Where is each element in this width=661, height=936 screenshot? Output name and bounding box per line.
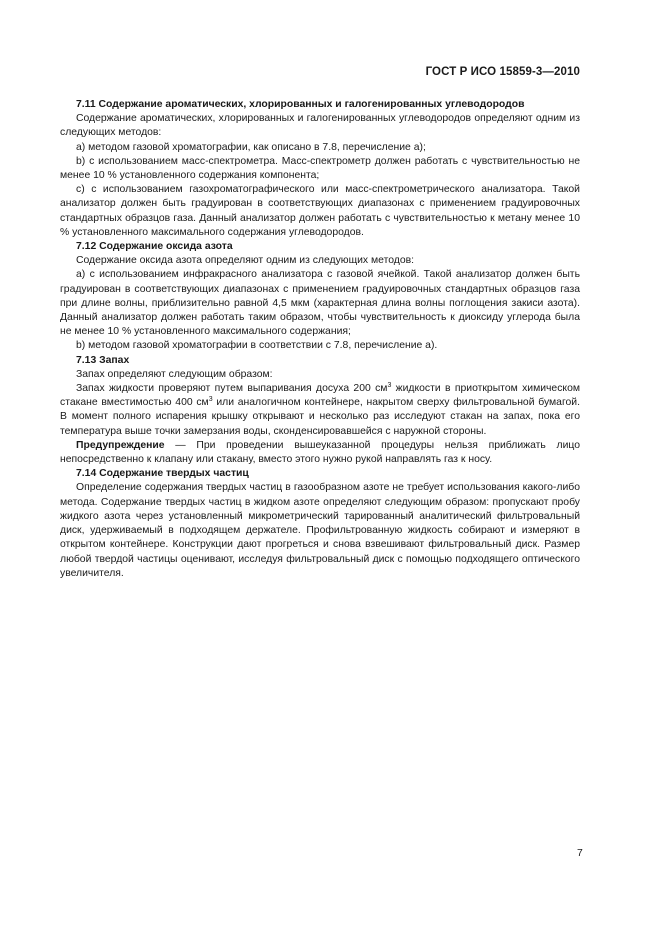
paragraph: Запах определяют следующим образом: — [76, 368, 273, 380]
section-heading-7-14: 7.14 Содержание твердых частиц — [76, 468, 249, 480]
list-item: b) методом газовой хроматографии в соответствии с 7.8, перечисление a). — [76, 340, 438, 352]
superscript: 3 — [208, 396, 213, 404]
warning-label: Предупреждение — [76, 439, 165, 451]
warning-text: — При проведении вышеуказанной процедуры нельзя приближать лицо непосредственно к клапану или стакану, вместо этого нужно рукой направлять газ к носу. — [60, 439, 580, 466]
warning-paragraph — [60, 439, 580, 467]
text-run: жидкости в приоткрытом химическом стакане вместимостью 400 см — [60, 383, 580, 409]
list-item: b) с использованием масс-спектрометра. Масс-спектрометр должен работать с чувствительностью не менее 10 % установленного содержания компонента; — [60, 155, 580, 182]
list-item: a) с использованием инфракрасного анализатора с газовой ячейкой. Такой анализатор должен быть градуирован в соответствующих диапазонах с применением градуировочных стандартных образцов газа при длине волны, приблизительно равной 4,5 мкм (характерная длина волны поглощения закиси азота). Данный анализатор должен работать таким образом, чтобы чувствительность к диоксиду углерода была не менее 10 % установленного максимального содержания; — [60, 269, 580, 338]
text-run: Запах жидкости проверяют путем выпаривания досуха 200 см — [76, 383, 388, 395]
list-item: a) методом газовой хроматографии, как описано в 7.8, перечисление a); — [76, 141, 426, 153]
page-number: 7 — [577, 848, 583, 859]
document-code: ГОСТ Р ИСО 15859-3—2010 — [425, 66, 580, 78]
paragraph: Содержание оксида азота определяют одним из следующих методов: — [76, 255, 415, 267]
document-body — [60, 98, 580, 581]
section-heading-7-13: 7.13 Запах — [76, 354, 130, 366]
odor-paragraph — [60, 382, 580, 439]
paragraph: Содержание ароматических, хлорированных и галогенированных углеводородов определяют одним из следующих методов: — [60, 113, 580, 139]
section-heading-7-12: 7.12 Содержание оксида азота — [76, 241, 233, 253]
text-run: или аналогичном контейнере, накрытом сверху фильтровальной бумагой. В момент полного испарения крышку открывают и несколько раз исследуют стакан на запах, пока его температура выше точки замерзания воды, сконденсировавшейся с наружной стороны. — [60, 397, 580, 437]
list-item: c) с использованием газохроматографического или масс-спектрометрического анализатора. Такой анализатор должен быть градуирован в соответствующих диапазонах с применением градуировочных стандартных образцов газа. Данный анализатор должен работать с чувствительностью к метану менее 10 % установленного максимального содержания углеводородов. — [60, 184, 580, 238]
section-heading-7-11: 7.11 Содержание ароматических, хлорированных и галогенированных углеводородов — [76, 99, 525, 110]
superscript: 3 — [387, 382, 392, 390]
paragraph: Определение содержания твердых частиц в газообразном азоте не требует использования какого-либо метода. Содержание твердых частиц в жидком азоте определяют следующим образом: пропускают пробу жидкого азота через установленный микрометрический тарированный аналитический фильтровальный диск, удерживаемый в подходящем держателе. Профильтрованную жидкость собирают и измеряют в открытом контейнере. Конструкции дают прогреться и снова взвешивают фильтровальный диск. Размер любой твердой частицы оценивают, исследуя фильтровальный диск с помощью подходящего оптического увеличителя. — [60, 482, 580, 579]
